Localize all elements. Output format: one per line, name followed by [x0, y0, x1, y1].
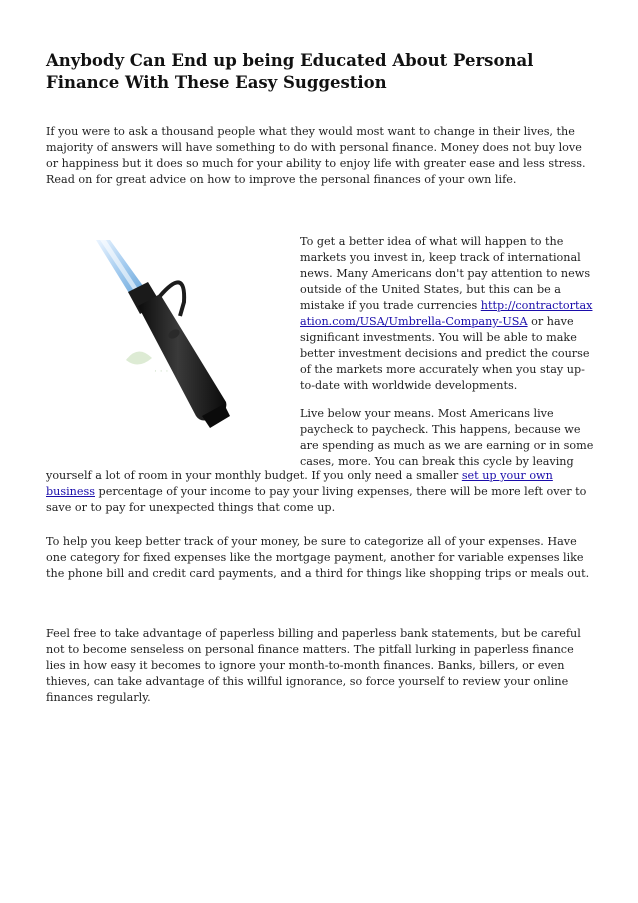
markets-text-start: To get a better idea of what will happen to the markets you invest in, keep track of international news. Many Americans don't pay attention to news outside of the United States, but this can be a mistake if you trade currencies	[300, 235, 591, 312]
flashlight-wand-icon	[56, 232, 288, 464]
markets-text-end: or have significant investments. You will be able to make better investment decisions and predict the course of the markets more accurately when you stay up-to-date with worldwide developments.	[300, 315, 590, 392]
paperless-paragraph: Feel free to take advantage of paperless billing and paperless bank statements, but be careful not to become senseless on personal finance matters. The pitfall lurking in paperless finance lies in how easy it becomes to ignore your month-to-month finances. Banks, billers, or even thieves, can take advantage of this willful ignorance, so force yourself to review your online finances regularly.	[46, 627, 581, 704]
contractor-taxation-link[interactable]: http://contractortaxation.com/USA/Umbrella-Company-USA	[300, 299, 593, 328]
side-column	[300, 234, 594, 482]
means-paragraph-continued	[46, 468, 594, 516]
means-text-end: percentage of your income to pay your living expenses, there will be more left over to save or to pay for unexpected things that come up.	[46, 485, 587, 514]
intro-paragraph: If you were to ask a thousand people what they would most want to change in their lives, the majority of answers will have something to do with personal finance. Money does not buy love or happiness but it does so much for your ability to enjoy life with greater ease and less stress. Read on for great advice on how to improve the personal finances of your own life.	[46, 125, 586, 186]
means-text-start: yourself a lot of room in your monthly budget. If you only need a smaller	[46, 469, 462, 482]
watermark-mark: · · ·	[154, 367, 169, 377]
product-image	[56, 232, 288, 464]
means-paragraph-start: Live below your means. Most Americans live paycheck to paycheck. This happens, because we are spending as much as we are earning or in some cases, more. You can break this cycle by leaving	[300, 407, 594, 468]
business-link[interactable]: set up your own business	[46, 469, 553, 498]
categorize-paragraph: To help you keep better track of your money, be sure to categorize all of your expenses. Have one category for fixed expenses like the mortgage payment, another for variable expenses like the phone bill and credit card payments, and a third for things like shopping trips or meals out.	[46, 535, 590, 580]
markets-paragraph	[300, 234, 594, 394]
page-title: Anybody Can End up being Educated About Personal Finance With These Easy Suggestion	[46, 51, 534, 92]
